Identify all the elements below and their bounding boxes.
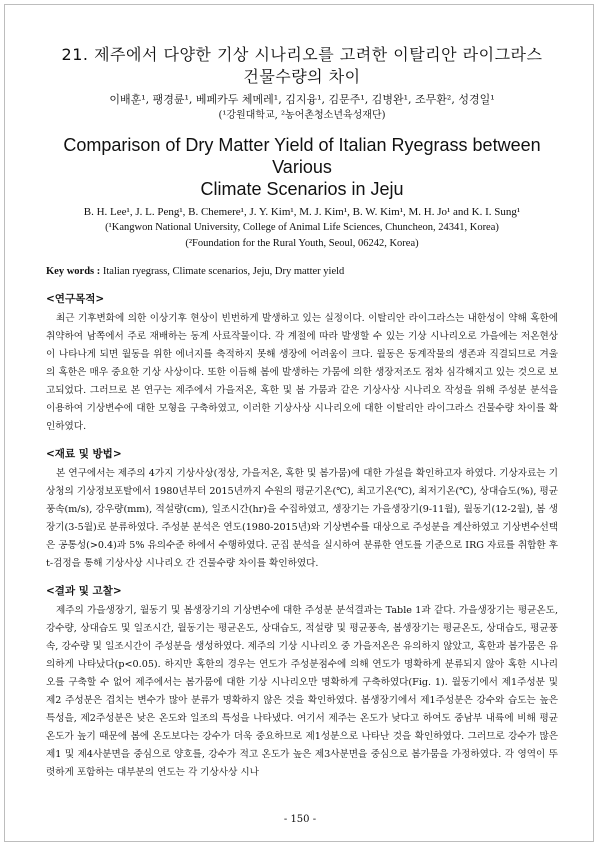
keywords-line <box>46 266 558 277</box>
korean-title-line-2: 건물수량의 차이 <box>243 67 361 86</box>
keywords-text: Italian ryegrass, Climate scenarios, Jeju, Dry matter yield <box>102 266 345 277</box>
section-text-objective: 최근 기후변화에 의한 이상기후 현상이 빈번하게 발생하고 있는 실정이다. 이탈리안 라이그라스는 내한성이 약해 혹한에 취약하여 남쪽에서 주로 재배하는 동계 사료작물이다. 각 계절에 따라 발생할 수 있는 기상 시나리오로 가을에는 저온현상이 나타나게 되면 월동을 위한 에너지를 축적하지 못해 생장에 어려움이 크다. 월동은 동계작물의 생존과 직결되므로 겨울의 혹한은 매우 중요한 기상 사상이다. 또한 이듬해 봄에 발생하는 가뭄에 의한 생장저조도 점차 심각해지고 있는 것으로 보고되었다. 그러므로 본 연구는 제주에서 가을저온, 혹한 및 봄 가뭄과 같은 기상사상 시나리오 작성을 위해 주성분 분석을 이용하여 기상변수에 대한 모형을 구축하였고, 이러한 기상사상 시나리오에 대한 이탈리안 라이그라스 건물수량 차이를 확인하였다. <box>46 313 558 432</box>
page-number: - 150 - <box>283 814 317 825</box>
korean-authors: 이배훈¹, 팽경륜¹, 베페카두 체메레¹, 김지융¹, 김문주¹, 김병완¹, 조무환², 성경일¹ <box>109 93 495 106</box>
korean-affiliation: (¹강원대학교, ²농어촌청소년육성재단) <box>218 110 386 121</box>
english-title <box>46 134 558 200</box>
section-text-results: 제주의 가을생장기, 월동기 및 봄생장기의 기상변수에 대한 주성분 분석결과는 Table 1과 같다. 가을생장기는 평균온도, 강수량, 상대습도 및 일조시간, 월동기는 평균온도, 상대습도, 적설량 및 평균풍속, 봄생장기는 평균온도, 상대습도, 평균풍속, 강수량 및 일조시간이 주성분을 생성하였다. 제주의 기상 시나리오 중 가을저온은 유의하지 않았고, 혹한과 봄가뭄은 유의하게 나타났다(p<0.05). 하지만 혹한의 경우는 연도가 주성분점수에 의해 연도가 명확하게 분류되지 않아 혹한 시나리오를 구축할 수 없어 제주에서는 봄가뭄에 대한 기상 시나리오만 명확하게 구축하였다(Fig. 1). 월동기에서 제1주성분 및 제2 주성분은 겹치는 변수가 많아 분류가 명확하지 않은 것을 확인하였다. 봄생장기에서 제1주성분은 강수와 습도는 높은 특성을, 제2주성분은 낮은 온도와 일조의 특성을 나타냈다. 여기서 제주는 온도가 낮다고 하여도 중남부 내륙에 비해 평균온도가 높기 때문에 봄에 온도보다는 강수가 더욱 중요하므로 제1성분으로 나타난 것을 확인하였다. 그러므로 강수가 많은 제1 및 제4사분면을 중심으로 양호를, 강수가 적고 온도가 높은 제3사분면을 중심으로 봄가뭄을 가정하였다. 각 영역이 뚜렷하게 포함하는 대부분의 연도는 각 기상사상 시나 <box>46 605 558 778</box>
korean-title <box>46 44 558 88</box>
section-heading-methods: <재료 및 방법> <box>46 448 122 460</box>
section-heading-results: <결과 및 고찰> <box>46 585 122 597</box>
english-title-line-2: Climate Scenarios in Jeju <box>200 179 404 199</box>
english-affiliation-1: (¹Kangwon National University, College of Animal Life Sciences, Chuncheon, 24341, Korea) <box>105 222 499 233</box>
paper-body <box>46 44 558 782</box>
keywords-label: Key words : <box>46 266 101 277</box>
english-affiliation-2: (²Foundation for the Rural Youth, Seoul, 06242, Korea) <box>185 238 419 249</box>
section-heading-objective: <연구목적> <box>46 293 105 305</box>
section-text-methods: 본 연구에서는 제주의 4가지 기상사상(정상, 가을저온, 혹한 및 봄가뭄)에 대한 가설을 확인하고자 하였다. 기상자료는 기상청의 기상정보포탈에서 1980년부터 2015년까지 수원의 평균기온(℃), 최고기온(℃), 최저기온(℃), 상대습도(%), 평균풍속(m/s), 강우량(mm), 적설량(cm), 일조시간(hr)을 수집하였고, 생장기는 가을생장기(9-11월), 월동기(12-2월), 봄 생장기(3-5월)로 분류하였다. 주성분 분석은 연도(1980-2015년)와 기상변수를 대상으로 주성분을 계산하였고 기상변수선택은 공통성(>0.4)과 5% 유의수준 하에서 수행하였다. 군집 분석을 실시하여 분류한 연도를 기준으로 IRG 자료를 취합한 후 t-검정을 통해 기상사상 시나리오 간 건물수량 차이를 확인하였다. <box>46 468 558 569</box>
korean-title-line-1: 21. 제주에서 다양한 기상 시나리오를 고려한 이탈리안 라이그라스 <box>61 45 543 64</box>
english-authors: B. H. Lee¹, J. L. Peng¹, B. Chemere¹, J. Y. Kim¹, M. J. Kim¹, B. W. Kim¹, M. H. Jo¹ and K. I. Sung¹ <box>83 206 521 218</box>
english-title-line-1: Comparison of Dry Matter Yield of Italian Ryegrass between Various <box>63 135 541 177</box>
